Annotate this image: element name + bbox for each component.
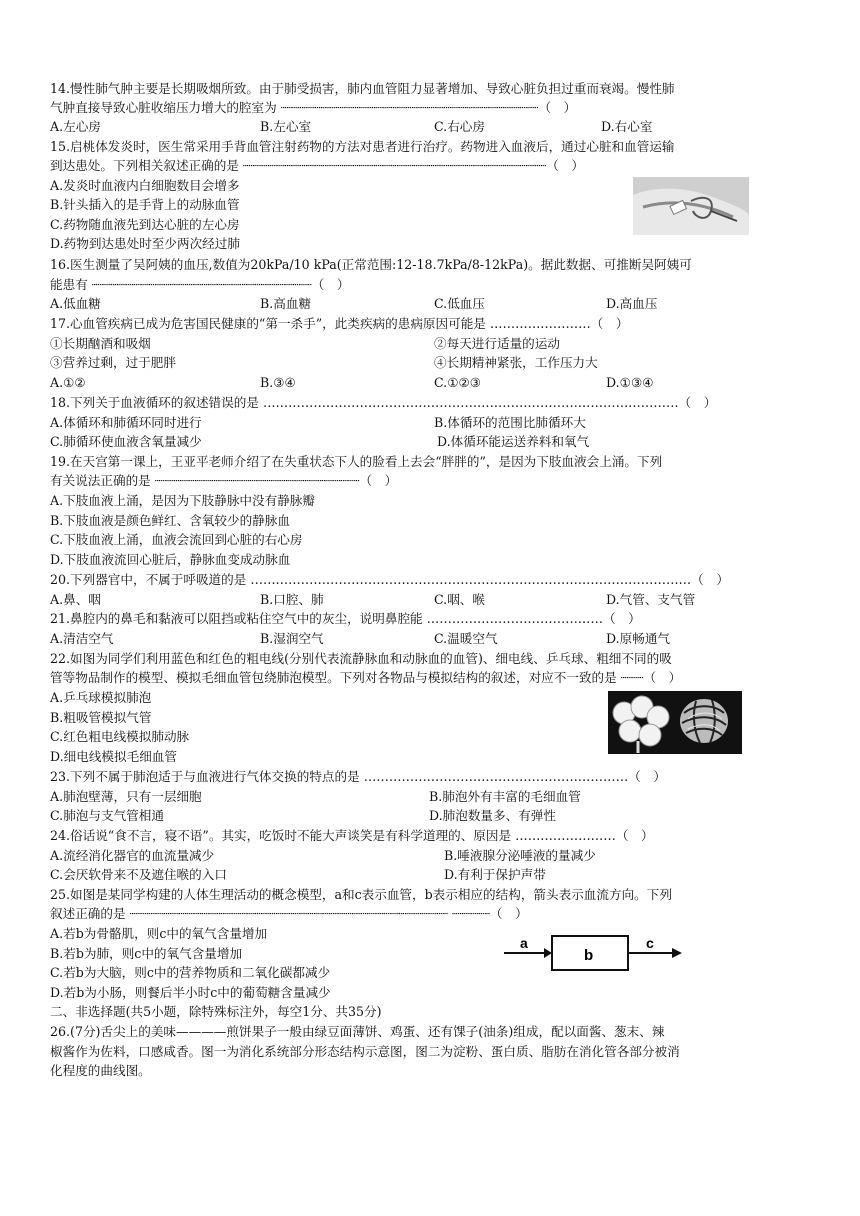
q24-option-b: B.唾液腺分泌唾液的量减少 (444, 848, 596, 863)
q22-option-a: A.乒乓球模拟肺泡 (50, 690, 152, 705)
q22-option-c: C.红色粗电线模拟肺动脉 (50, 729, 190, 744)
q14-option-c: C.右心房 (434, 119, 485, 134)
q23-stem: 23.下列不属于肺泡适于与血液进行气体交换的特点的是 ………………………………………………………（ ） (50, 769, 666, 784)
q17-item-1: ①长期酗酒和吸烟 (50, 336, 151, 351)
label-b: b (584, 947, 594, 964)
q25-option-d: D.若b为小肠，则餐后半小时c中的葡萄糖含量减少 (50, 985, 331, 1000)
q24-stem: 24.俗话说“食不言，寝不语”。其实，吃饭时不能大声谈笑是有科学道理的、原因是 ……………………（ ） (50, 828, 654, 843)
vessel-a-arrowhead (544, 948, 552, 958)
q23-option-c: C.肺泡与支气管相通 (50, 808, 164, 823)
q24-option-c: C.会厌软骨来不及遮住喉的入口 (50, 867, 227, 882)
q19-option-b: B.下肢血液是颜色鲜红、含氧较少的静脉血 (50, 513, 290, 528)
q22-stem-line2: 管等物品制作的模型、模拟毛细血管包绕肺泡模型。下列对各物品与模拟结构的叙述，对应不一致的是 ┈┈┈（ ） (50, 670, 682, 685)
q24-option-d: D.有利于保护声带 (444, 867, 546, 882)
q21-option-b: B.湿润空气 (260, 631, 324, 646)
q25-option-b: B.若b为肺，则c中的氧气含量增加 (50, 946, 243, 961)
q20-option-b: B.口腔、肺 (260, 592, 324, 607)
q21-option-a: A.清洁空气 (50, 631, 114, 646)
q16-option-a: A.低血糖 (50, 296, 101, 311)
q25-stem-line2: 叙述正确的是 ┈┈┈┈┈┈┈┈┈┈┈┈┈┈┈┈┈┈┈┈┈┈┈┈┈┈┈┈┈┈┈┈┈┈┈┈┈┈┈┈┈┈ ┈┈┈┈┈（ ） (50, 906, 528, 921)
q19-option-d: D.下肢血液流回心脏后，静脉血变成动脉血 (50, 552, 291, 567)
section-2-heading: 二、非选择题(共5小题，除特殊标注外，每空1分、共35分) (50, 1004, 382, 1019)
q15-option-c: C.药物随血液先到达心脏的左心房 (50, 217, 240, 232)
vessel-c-arrowhead (672, 948, 682, 958)
q19-option-c: C.下肢血液上涌，血液会流回到心脏的右心房 (50, 532, 303, 547)
q18-option-a: A.体循环和肺循环同时进行 (50, 415, 202, 430)
q22-option-b: B.粗吸管模拟气管 (50, 710, 152, 725)
q21-option-c: C.温暖空气 (434, 631, 498, 646)
q22-option-d: D.细电线模拟毛细血管 (50, 749, 177, 764)
alveoli-model-photo (608, 691, 742, 754)
q20-option-d: D.气管、支气管 (606, 592, 696, 607)
q14-option-d: D.右心室 (601, 119, 653, 134)
q26-line2: 椒酱作为佐料，口感咸香。图一为消化系统部分形态结构示意图，图二为淀粉、蛋白质、脂肪在消化管各部分被消 (50, 1044, 680, 1059)
q20-option-a: A.鼻、咽 (50, 592, 101, 607)
q26-line3: 化程度的曲线图。 (50, 1063, 151, 1078)
q23-option-b: B.肺泡外有丰富的毛细血管 (429, 789, 581, 804)
q16-stem-line1: 16.医生测量了吴阿姨的血压,数值为20kPa/10 kPa(正常范围:12-18.7kPa/8-12kPa)。据此数据、可推断吴阿姨可 (50, 257, 692, 272)
q14-stem-line2: 气肿直接导致心脏收缩压力增大的腔室为 ┈┈┈┈┈┈┈┈┈┈┈┈┈┈┈┈┈┈┈┈┈┈┈┈┈┈┈┈┈┈┈┈┈┈（ ） (50, 100, 577, 115)
label-c: c (646, 935, 654, 951)
q18-option-b: B.体循环的范围比肺循环大 (434, 415, 586, 430)
q15-option-b: B.针头插入的是手背上的动脉血管 (50, 197, 240, 212)
q23-option-a: A.肺泡壁薄，只有一层细胞 (50, 789, 202, 804)
q23-option-d: D.肺泡数量多、有弹性 (429, 808, 556, 823)
label-a: a (520, 935, 528, 951)
q21-option-d: D.原畅通气 (606, 631, 671, 646)
q25-stem-line1: 25.如图是某同学构建的人体生理活动的概念模型，a和c表示血管，b表示相应的结构，箭头表示血流方向。下列 (50, 887, 672, 902)
q17-item-2: ②每天进行适量的运动 (434, 336, 560, 351)
q14-option-b: B.左心室 (260, 119, 312, 134)
q16-option-d: D.高血压 (606, 296, 658, 311)
q16-stem-line2: 能患有 ┈┈┈┈┈┈┈┈┈┈┈┈┈┈┈┈┈┈┈┈┈┈┈┈┈┈┈┈┈（ ） (50, 277, 350, 292)
q17-item-4: ④长期精神紧张，工作压力大 (434, 355, 598, 370)
q18-option-c: C.肺循环使血液含氧量减少 (50, 434, 202, 449)
q26-line1: 26.(7分)舌尖上的美味————煎饼果子一般由绿豆面薄饼、鸡蛋、还有馃子(油条)组成，配以面酱、葱末、辣 (50, 1024, 665, 1039)
q24-option-a: A.流经消化器官的血流量减少 (50, 848, 215, 863)
q20-option-c: C.咽、喉 (434, 592, 485, 607)
q25-option-c: C.若b为大脑，则c中的营养物质和二氧化碳都减少 (50, 965, 331, 980)
q17-option-a: A.①② (50, 375, 86, 390)
q19-stem-line2: 有关说法正确的是 ┈┈┈┈┈┈┈┈┈┈┈┈┈┈┈┈┈┈┈┈┈┈┈┈┈┈┈（ ） (50, 473, 398, 488)
q16-option-b: B.高血糖 (260, 296, 312, 311)
q18-stem: 18.下列关于血液循环的叙述错误的是 ………………………………………………………………………………………（ ） (50, 395, 717, 410)
q17-stem: 17.心血管疾病已成为危害国民健康的“第一杀手”，此类疾病的患病原因可能是 ……………………（ ） (50, 316, 629, 331)
q21-stem: 21.鼻腔内的鼻毛和黏液可以阻挡或粘住空气中的灰尘，说明鼻腔能 ……………………………………（ ） (50, 611, 641, 626)
q17-item-3: ③营养过剩，过于肥胖 (50, 355, 176, 370)
blood-flow-concept-diagram (502, 932, 686, 974)
q19-option-a: A.下肢血液上涌，是因为下肢静脉中没有静脉瓣 (50, 493, 315, 508)
q17-option-d: D.①③④ (606, 375, 654, 390)
q19-stem-line1: 19.在天宫第一课上，王亚平老师介绍了在失重状态下人的脸看上去会“胖胖的”，是因为下肢血液会上涌。下列 (50, 454, 663, 469)
q25-option-a: A.若b为骨骼肌，则c中的氧气含量增加 (50, 926, 268, 941)
q15-stem-line2: 到达患处。下列相关叙述正确的是 ┈┈┈┈┈┈┈┈┈┈┈┈┈┈┈┈┈┈┈┈┈┈┈┈┈┈┈┈┈┈┈┈┈┈┈┈┈┈┈┈（ ） (50, 158, 584, 173)
q15-stem-line1: 15.启桃体发炎时，医生常采用手背血管注射药物的方法对患者进行治疗。药物进入血液后，通过心脏和血管运输 (50, 139, 675, 154)
q15-option-a: A.发炎时血液内白细胞数目会增多 (50, 178, 240, 193)
q17-option-c: C.①②③ (434, 375, 482, 390)
q22-stem-line1: 22.如图为同学们利用蓝色和红色的粗电线(分别代表流静脉血和动脉血的血管)、细电线、乒乓球、粗细不同的吸 (50, 651, 672, 666)
q16-option-c: C.低血压 (434, 296, 485, 311)
q15-option-d: D.药物到达患处时至少两次经过肺 (50, 236, 240, 251)
q20-stem: 20.下列器官中，不属于呼吸道的是 ……………………………………………………………………………………………（ ） (50, 572, 729, 587)
q17-option-b: B.③④ (260, 375, 296, 390)
q14-option-a: A.左心房 (50, 119, 101, 134)
q14-stem-line1: 14.慢性肺气肿主要是长期吸烟所致。由于肺受损害，肺内血管阻力显著增加、导致心脏负担过重而衰竭。慢性肺 (50, 81, 675, 96)
hand-injection-photo (633, 177, 749, 235)
q18-option-d: D.体循环能运送养料和氧气 (437, 434, 590, 449)
